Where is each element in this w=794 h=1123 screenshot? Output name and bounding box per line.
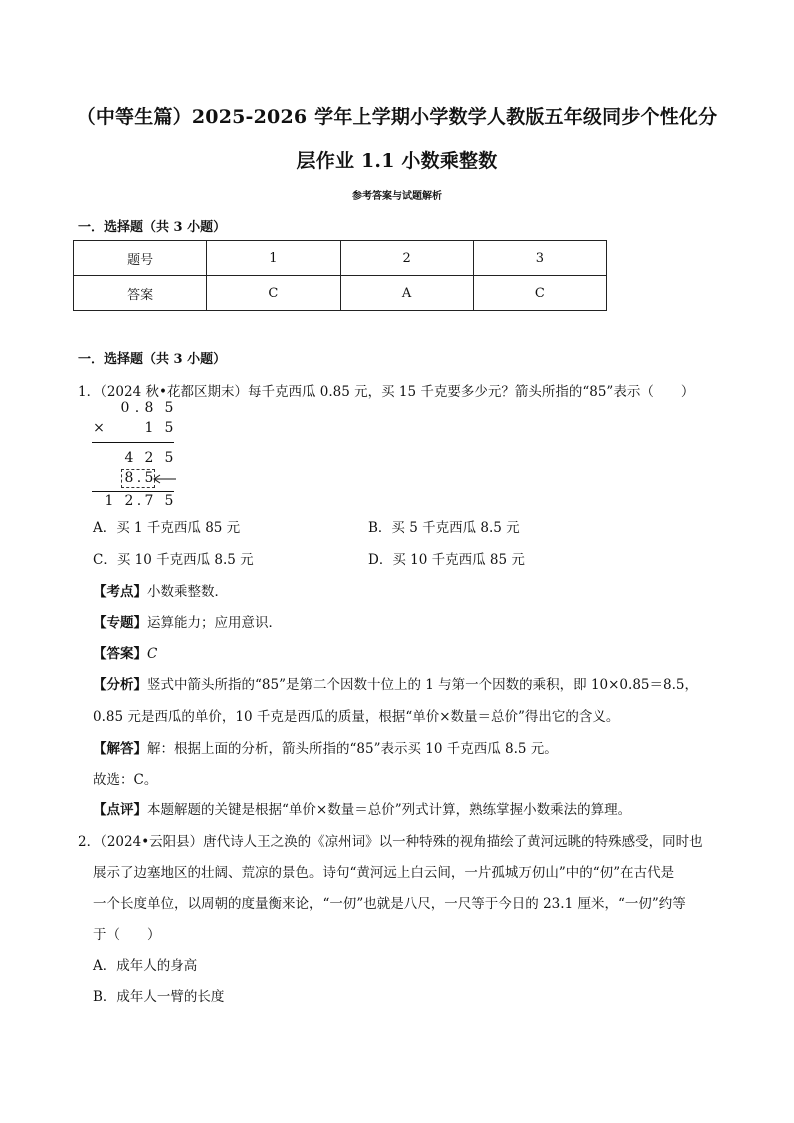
jieda-text: 解：根据上面的分析，箭头所指的“85”表示买 10 千克西瓜 8.5 元。: [147, 741, 558, 757]
vertical-multiplication: 0 . 8 5 × 1 5 4 2 5 8 . 5 1 2 . 7 5: [88, 398, 188, 514]
question-2-line1: 2．（2024•云阳县）唐代诗人王之涣的《凉州词》以一种特殊的视角描绘了黄河远眺的特殊感受，同时也: [78, 834, 703, 850]
answer-table: [73, 240, 607, 311]
table-row: [74, 276, 607, 311]
fenxi-text: 竖式中箭头所指的“85”是第二个因数十位上的 1 与第一个因数的乘积，即 10×0.85＝8.5，: [147, 677, 698, 693]
q2-option-b: B．成年人一臂的长度: [93, 989, 225, 1005]
times-sign: ×: [93, 420, 105, 436]
zhuanti-text: 运算能力；应用意识．: [147, 615, 282, 631]
table-header-cell: 答案: [74, 276, 207, 311]
answer-text: C: [147, 646, 158, 662]
question-2-line4: 于（ ）: [93, 927, 161, 943]
question-2-line2: 展示了边塞地区的壮阔、荒凉的景色。诗句“黄河远上白云间，一片孤城万仞山”中的“仞”在古代是: [93, 865, 675, 881]
q1-choice: 故选：C。: [93, 772, 158, 788]
table-cell: C: [473, 276, 606, 311]
page-title-line2: 层作业 1.1 小数乘整数: [296, 150, 498, 172]
table-cell: 1: [207, 241, 340, 276]
calc-rule: [92, 442, 174, 443]
q1-fenxi-line1: [93, 673, 698, 693]
q1-zhuanti: [93, 611, 282, 631]
q1-option-d: D．买 10 千克西瓜 85 元: [368, 552, 525, 568]
table-cell: A: [340, 276, 473, 311]
section-heading-answers: 一．选择题（共 3 小题）: [78, 220, 227, 235]
q1-option-b: B．买 5 千克西瓜 8.5 元: [368, 520, 520, 536]
dianping-tag: 【点评】: [93, 802, 147, 818]
fenxi-tag: 【分析】: [93, 677, 147, 693]
question-1-stem: 1．（2024 秋•花都区期末）每千克西瓜 0.85 元，买 15 千克要多少元？箭头所指的“85”表示（ ）: [78, 384, 695, 400]
table-header-cell: 题号: [74, 241, 207, 276]
kaodian-text: 小数乘整数．: [147, 584, 228, 600]
table-cell: 3: [473, 241, 606, 276]
q1-kaodian: [93, 580, 228, 600]
q1-fenxi-line2: 0.85 元是西瓜的单价，10 千克是西瓜的质量，根据“单价×数量＝总价”得出它的含义。: [93, 709, 620, 725]
answer-tag: 【答案】: [93, 646, 147, 662]
table-row: [74, 241, 607, 276]
q1-option-a: A．买 1 千克西瓜 85 元: [93, 520, 241, 536]
calc-rule: [92, 491, 174, 492]
kaodian-tag: 【考点】: [93, 584, 147, 600]
page-title-line1: （中等生篇）2025-2026 学年上学期小学数学人教版五年级同步个性化分: [76, 106, 718, 128]
q1-option-c: C．买 10 千克西瓜 8.5 元: [93, 552, 254, 568]
table-cell: C: [207, 276, 340, 311]
page-subtitle: 参考答案与试题解析: [352, 191, 442, 202]
q1-dianping: [93, 798, 631, 818]
q2-option-a: A．成年人的身高: [93, 958, 198, 974]
q1-jieda: [93, 737, 558, 757]
dianping-text: 本题解题的关键是根据“单价×数量＝总价”列式计算，熟练掌握小数乘法的算理。: [147, 802, 632, 818]
question-2-line3: 一个长度单位，以周朝的度量衡来论，“一仞”也就是八尺，一尺等于今日的 23.1 厘米，“一仞”约等: [93, 896, 686, 912]
section-heading-questions: 一．选择题（共 3 小题）: [78, 352, 227, 367]
zhuanti-tag: 【专题】: [93, 615, 147, 631]
table-cell: 2: [340, 241, 473, 276]
jieda-tag: 【解答】: [93, 741, 147, 757]
arrow-icon: [152, 474, 178, 484]
q1-answer: [93, 642, 157, 662]
